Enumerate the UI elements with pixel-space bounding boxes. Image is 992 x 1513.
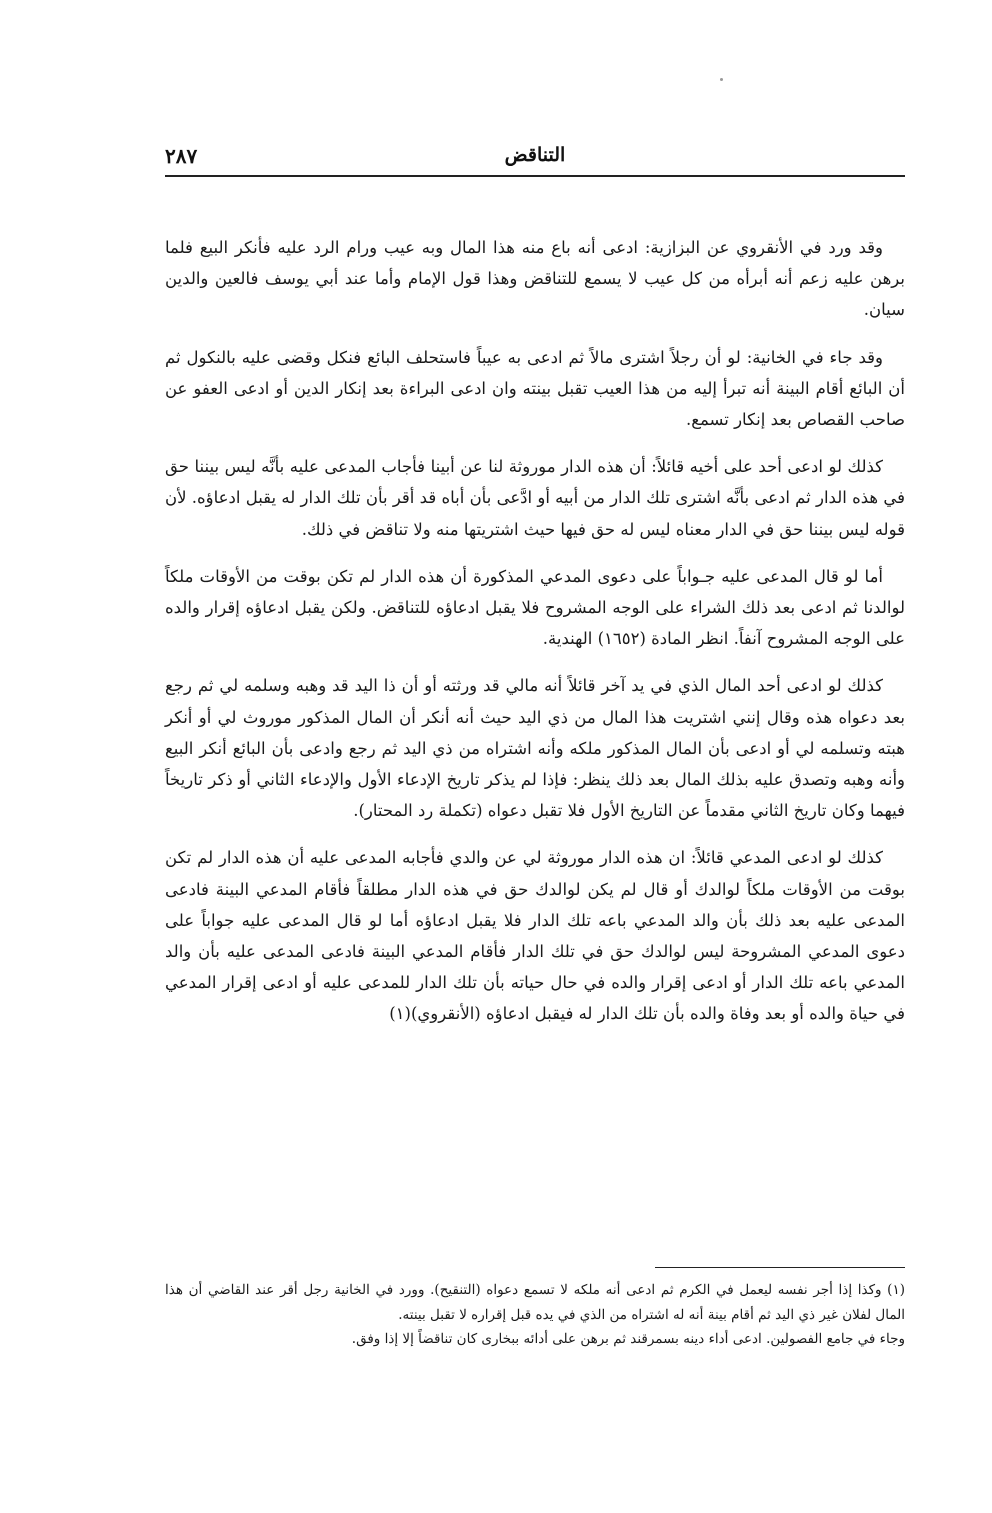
paragraph: أما لو قال المدعى عليه جـواباً على دعوى المدعي المذكورة أن هذه الدار لم تكن بوقت من الأوقات ملكاً لوالدنا ثم ادعى بعد ذلك الشراء على الوجه المشروح فلا يقبل ادعاؤه للتناقض. ولكن يقبل ادعاؤه إقرار والده على الوجه المشروح آنفاً. انظر المادة (١٦٥٢) الهندية. (165, 566, 905, 649)
paragraph: كذلك لو ادعى أحد على أخيه قائلاً: أن هذه الدار موروثة لنا عن أبينا فأجاب المدعى عليه بأنَّه ليس بيننا حق في هذه الدار ثم ادعى بأنَّه اشترى تلك الدار من أبيه أو ادَّعى بأن أباه قد أقر بأن تلك الدار له يقبل ادعاؤه. لأن قوله ليس بيننا حق في الدار معناه ليس له حق فيها حيث اشتريتها منه ولا تناقض في ذلك. (165, 457, 905, 539)
footnote: (١) وكذا إذا أجر نفسه ليعمل في الكرم ثم ادعى أنه ملكه لا تسمع دعواه (التنقيح). وورد في الخانية رجل أقر عند القاضي أن هذا المال لفلان غير ذي اليد ثم أقام بينة أنه له اشتراه من الذي في يده قبل إقراره لا تقبل بينته. (165, 1282, 905, 1323)
footnote: وجاء في جامع الفصولين. ادعى أداء دينه بسمرقند ثم برهن على أدائه ببخارى كان تناقضاً إلا إذا وفق. (351, 1331, 905, 1347)
page-header (165, 142, 905, 172)
page-number: ٢٨٧ (165, 144, 198, 168)
header-rule (165, 175, 905, 177)
main-text (165, 232, 905, 1046)
running-title: التناقض (504, 144, 566, 166)
paragraph: وقد ورد في الأنقروي عن البزازية: ادعى أنه باع منه هذا المال وبه عيب ورام الرد عليه فأنكر البيع فلما برهن عليه زعم أنه أبرأه من كل عيب لا يسمع للتناقض وهذا قول الإمام وأما عند أبي يوسف فالعين والدين سيان. (165, 238, 905, 320)
footnotes (165, 1278, 905, 1352)
footnote-rule (655, 1267, 905, 1268)
speck (720, 78, 723, 81)
paragraph: وقد جاء في الخانية: لو أن رجلاً اشترى مالاً ثم ادعى به عيباً فاستحلف البائع فنكل وقضى عليه بالنكول ثم أن البائع أقام البينة أنه تبرأ إليه من هذا العيب تقبل بينته وان ادعى البراءة بعد إنكار الدين أو ادعى العفو عن صاحب القصاص بعد إنكار تسمع. (165, 347, 905, 430)
paragraph: كذلك لو ادعى أحد المال الذي في يد آخر قائلاً أنه مالي قد ورثته أو أن ذا اليد قد وهبه وسلمه لي ثم رجع بعد دعواه هذه وقال إنني اشتريت هذا المال من ذي اليد حيث أنه أنكر أن المال المذكور موروث لي أو أنكر هبته وتسلمه لي أو ادعى بأن المال المذكور ملكه وأنه اشتراه من ذي اليد ثم رجع وادعى بأن البائع أنكر البيع وأنه وهبه وتصدق عليه بذلك المال بعد ذلك ينظر: فإذا لم يذكر تاريخ الإدعاء الأول والإدعاء الثاني أو ذكر تاريخاً فيهما وكان تاريخ الثاني مقدماً عن التاريخ الأول فلا تقبل دعواه (تكملة رد المحتار). (165, 676, 905, 821)
paragraph: كذلك لو ادعى المدعي قائلاً: ان هذه الدار موروثة لي عن والدي فأجابه المدعى عليه أن هذه الدار لم تكن بوقت من الأوقات ملكاً لوالدك أو قال لم يكن لوالدك حق في هذه الدار مطلقاً فأقام المدعي البينة فادعى المدعى عليه بعد ذلك بأن والد المدعي باعه تلك الدار فلا يقبل ادعاؤه أما لو قال المدعى عليه جواباً على دعوى المدعي المشروحة ليس لوالدك حق في تلك الدار فأقام المدعي البينة فادعى المدعى عليه بأن والد المدعي باعه تلك الدار أو ادعى إقرار والده في حال حياته بأن تلك الدار للمدعى عليه أو ادعى إقرار المدعي في حياة والده أو بعد وفاة والده بأن تلك الدار له فيقبل ادعاؤه (الأنقروي)(١) (165, 848, 905, 1024)
